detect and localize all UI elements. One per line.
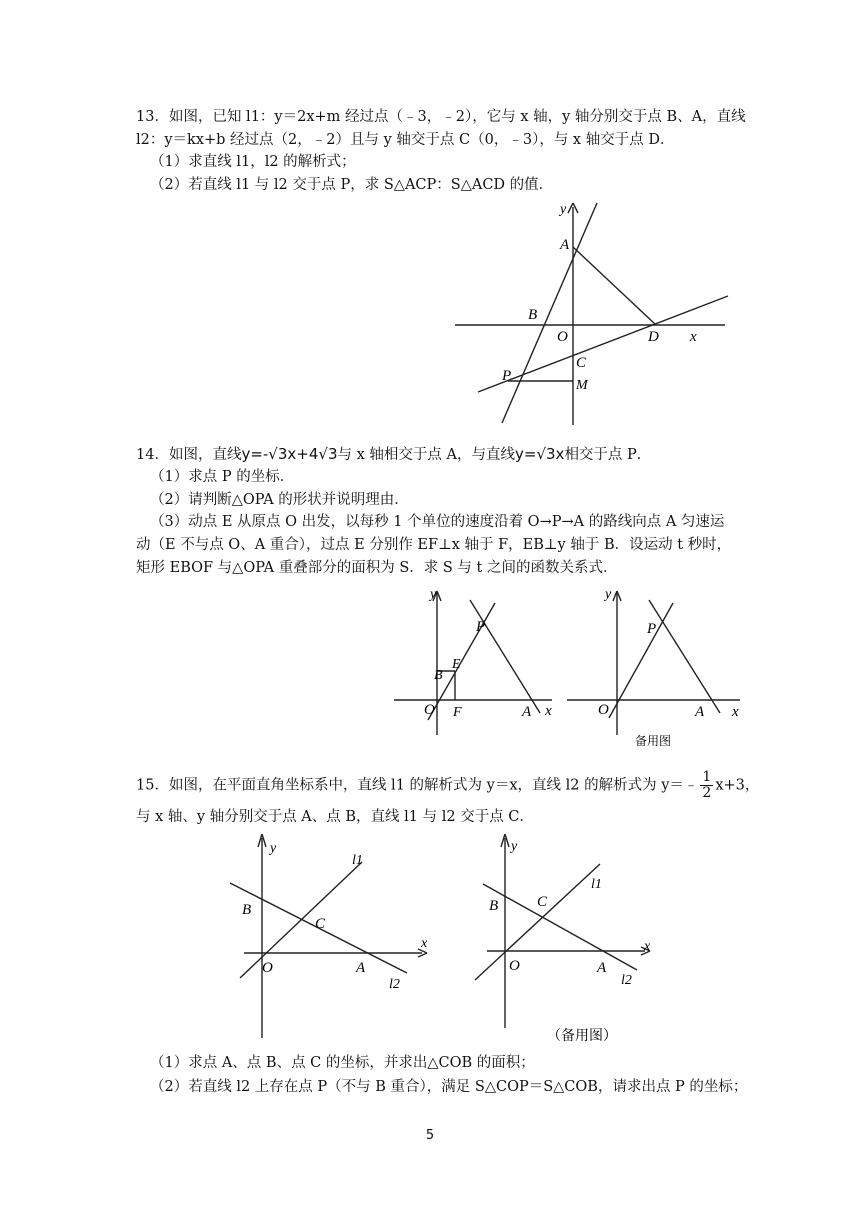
- q15-line2: 与 x 轴、y 轴分别交于点 A、点 B，直线 l1 与 l2 交于点 C．: [136, 809, 534, 825]
- q14-fig1-label-x: x: [545, 703, 552, 719]
- q14-line1: [0, 444, 860, 465]
- q15-fig1-label-x: x: [421, 936, 428, 951]
- q15-fig2-label-x: x: [644, 939, 651, 954]
- q13-part1: （1）求直线 l1，l2 的解析式；: [150, 154, 356, 170]
- q15-part1: （1）求点 A、点 B、点 C 的坐标，并求出△COB 的面积；: [150, 1055, 535, 1071]
- q14-fig1-label-P: P: [476, 619, 486, 635]
- q14-fig1-label-O: O: [424, 702, 435, 718]
- q15-fig2-caption: （备用图）: [547, 1028, 617, 1044]
- q14-fig1-label-y: y: [430, 587, 437, 602]
- q14-part2: （2）请判断△OPA 的形状并说明理由．: [150, 492, 409, 508]
- q14-fig1-label-B: B: [434, 668, 443, 683]
- q14-fig2-label-P: P: [647, 621, 657, 637]
- q14-fig1-label-E: E: [452, 657, 461, 672]
- q14-fig2-label-y: y: [605, 587, 612, 602]
- q15-fig2-label-y: y: [511, 839, 518, 854]
- q13-label-D: D: [648, 329, 659, 345]
- q15-fig2-label-l1: l1: [591, 877, 602, 892]
- q14-part3-line3: 矩形 EBOF 与△OPA 重叠部分的面积为 S．求 S 与 t 之间的函数关系式．: [136, 560, 618, 576]
- q14-figure-1: [392, 585, 567, 740]
- q14-part3-line1: （3）动点 E 从原点 O 出发，以每秒 1 个单位的速度沿着 O→P→A 的路线向点 A 匀速运: [150, 514, 725, 530]
- q14-fig2-caption: 备用图: [635, 734, 672, 748]
- q15-fraction-denominator: 2: [702, 785, 712, 801]
- q14-line1-prefix: 14．如图，直线: [136, 447, 242, 463]
- q15-figure-1: [222, 828, 437, 1043]
- q15-fig1-label-A: A: [356, 960, 366, 976]
- page-number: 5: [425, 1128, 435, 1143]
- q14-fig2-label-x: x: [732, 704, 739, 720]
- q14-part1: （1）求点 P 的坐标．: [150, 469, 295, 485]
- q14-fig2-label-O: O: [598, 702, 609, 718]
- q13-label-y: y: [560, 202, 567, 217]
- q14-equation-1: y=-√3x+4√3: [241, 445, 338, 463]
- q14-line1-suffix: 相交于点 P．: [564, 447, 652, 463]
- q14-figure-2: [565, 585, 750, 750]
- q15-fig2-label-B: B: [489, 898, 499, 914]
- q14-part3-line2: 动（E 不与点 O、A 重合），过点 E 分别作 EF⊥x 轴于 F，EB⊥y 轴于 B．设运动 t 秒时，: [136, 537, 732, 553]
- q14-line1-mid: 与 x 轴相交于点 A，与直线: [337, 447, 515, 463]
- q15-fig2-label-C: C: [537, 894, 548, 910]
- q15-fig2-label-A: A: [597, 960, 607, 976]
- q15-line1: [0, 770, 860, 801]
- q15-figure-2: [465, 828, 665, 1048]
- q15-fig1-label-C: C: [315, 916, 326, 932]
- q13-label-M: M: [576, 378, 588, 393]
- q15-fig1-label-l2: l2: [389, 977, 400, 992]
- q15-fig1-label-l1: l1: [352, 853, 363, 868]
- q14-equation-2: y=√3x: [515, 445, 565, 463]
- q15-line1-suffix: x+3，: [715, 777, 760, 794]
- q13-line2: l2：y＝kx+b 经过点（2，﹣2）且与 y 轴交于点 C（0，﹣3），与 x 轴交于点 D．: [136, 132, 675, 148]
- q15-part2: （2）若直线 l2 上存在点 P（不与 B 重合），满足 S△COP＝S△COB，请求出点 P 的坐标；: [150, 1079, 748, 1095]
- q15-fraction-numerator: 1: [702, 769, 712, 785]
- q13-line1: 13．如图，已知 l1：y＝2x+m 经过点（﹣3，﹣2），它与 x 轴，y 轴分别交于点 B、A，直线: [136, 109, 746, 125]
- q13-label-B: B: [528, 307, 538, 323]
- q13-part2: （2）若直线 l1 与 l2 交于点 P，求 S△ACP：S△ACD 的值．: [150, 177, 554, 193]
- q15-line1-prefix: 15．如图，在平面直角坐标系中，直线 l1 的解析式为 y＝x，直线 l2 的解析式为 y＝﹣: [136, 777, 699, 794]
- q15-fig2-label-l2: l2: [621, 973, 632, 988]
- q13-figure: [450, 195, 735, 430]
- q13-label-A: A: [560, 237, 570, 253]
- q15-fraction: [700, 770, 713, 801]
- q14-fig1-label-A: A: [522, 704, 532, 720]
- q13-label-C: C: [576, 355, 587, 371]
- q15-fig1-label-O: O: [262, 960, 273, 976]
- q14-fig1-label-F: F: [453, 705, 462, 720]
- q13-label-P: P: [502, 368, 512, 384]
- q15-fig1-label-B: B: [242, 902, 252, 918]
- q13-label-O: O: [557, 329, 568, 345]
- q13-label-x: x: [690, 329, 697, 345]
- q14-fig2-label-A: A: [695, 704, 705, 720]
- q15-fig2-label-O: O: [509, 958, 520, 974]
- q15-fig1-label-y: y: [270, 841, 277, 856]
